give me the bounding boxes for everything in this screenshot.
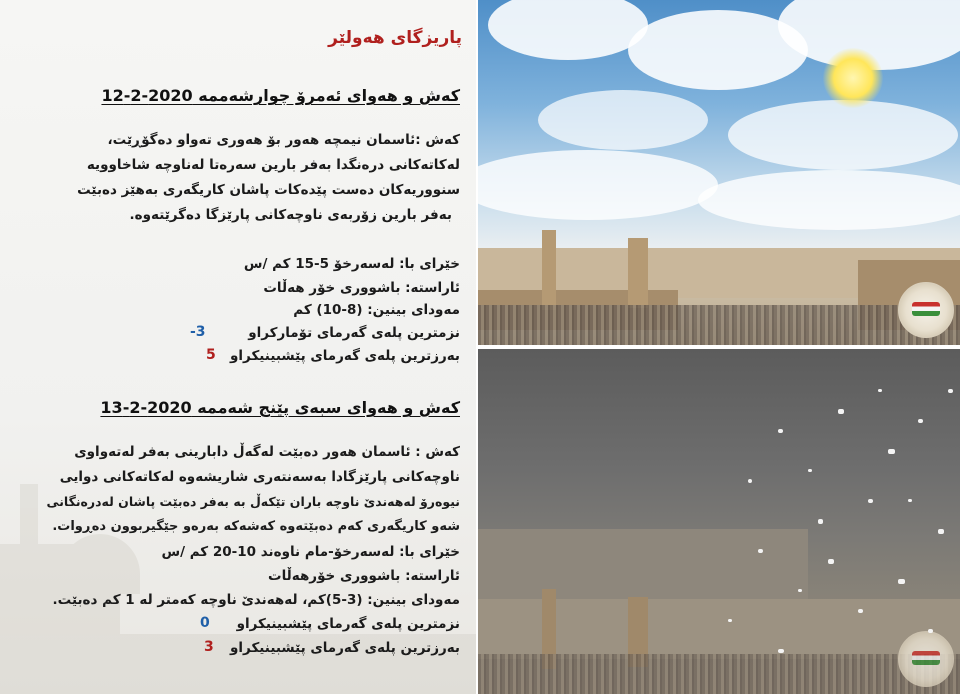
today-visibility: مەودای بینین: (8-10) کم xyxy=(293,302,460,318)
forecast-text-panel xyxy=(0,0,476,694)
today-min-temp-label: نزمترین پلەی گەرمای تۆمارکراو xyxy=(248,325,460,341)
sun-icon xyxy=(823,48,883,108)
tomorrow-visibility: مەودای بینین: (3-5)کم، لەهەندێ ناوچە کەمتر لە 1 کم دەبێت. xyxy=(52,592,460,608)
tomorrow-desc-line: ناوچەکانی پارێزگادا بەسەنتەری شاریشەوە لەکاتەکانی دوایی xyxy=(59,469,460,485)
snowfall-city-photo xyxy=(478,349,960,694)
today-direction: ئاراستە: باشووری خۆر هەڵات xyxy=(263,280,460,296)
today-heading: کەش و هەوای ئەمرۆ چوارشەممە 2020-2-12 xyxy=(101,86,460,105)
tomorrow-desc-line: نیوەرۆ لەهەندێ ناوچە باران تێکەڵ بە بەفر دەبێت پاشان لەدرەنگانی xyxy=(46,494,460,509)
today-desc-line: لەکاتەکانی درەنگدا بەفر بارین سەرەتا لەناوچە شاخاوویە xyxy=(86,157,460,173)
tomorrow-min-temp-value: 0 xyxy=(200,615,210,631)
tomorrow-min-temp-label: نزمترین پلەی گەرمای پێشبینیکراو xyxy=(236,616,460,632)
tomorrow-desc-line: کەش : ئاسمان هەور دەبێت لەگەڵ دابارینی بەفر لەتەواوی xyxy=(74,444,460,460)
today-desc-line: کەش :ئاسمان نیمچە هەور بۆ هەوری تەواو دەگۆڕێت، xyxy=(107,132,460,148)
clear-sky-city-photo xyxy=(478,0,960,345)
today-min-temp-value: -3 xyxy=(190,324,206,340)
tomorrow-max-temp-label: بەرزترین پلەی گەرمای پێشبینیکراو xyxy=(230,640,460,656)
today-max-temp-value: 5 xyxy=(206,347,216,363)
agency-logo xyxy=(898,282,954,338)
tomorrow-wind: خێرای با: لەسەرخۆ-مام ناوەند 10-20 کم /س xyxy=(161,544,460,560)
today-max-temp-label: بەرزترین پلەی گەرمای پێشبینیکراو xyxy=(230,348,460,364)
tomorrow-direction: ئاراستە: باشووری خۆرهەڵات xyxy=(268,568,460,584)
agency-logo xyxy=(898,631,954,687)
today-desc-line: بەفر بارین زۆربەی ناوچەکانی پارێزگا دەگرێتەوە. xyxy=(129,207,452,223)
province-title: پاریزگای هەولێر xyxy=(328,28,462,48)
today-wind: خێرای با: لەسەرخۆ 5-15 کم /س xyxy=(243,256,460,272)
tomorrow-desc-line: شەو کاریگەری کەم دەبێتەوە کەشەکە بەرەو جێگیربوون دەڕوات. xyxy=(52,519,460,534)
tomorrow-heading: کەش و هەوای سبەی پێنج شەممە 2020-2-13 xyxy=(100,398,460,417)
tomorrow-max-temp-value: 3 xyxy=(204,639,214,655)
today-desc-line: سنووریەکان دەست پێدەکات پاشان کاریگەری بەهێز دەبێت xyxy=(77,182,460,198)
